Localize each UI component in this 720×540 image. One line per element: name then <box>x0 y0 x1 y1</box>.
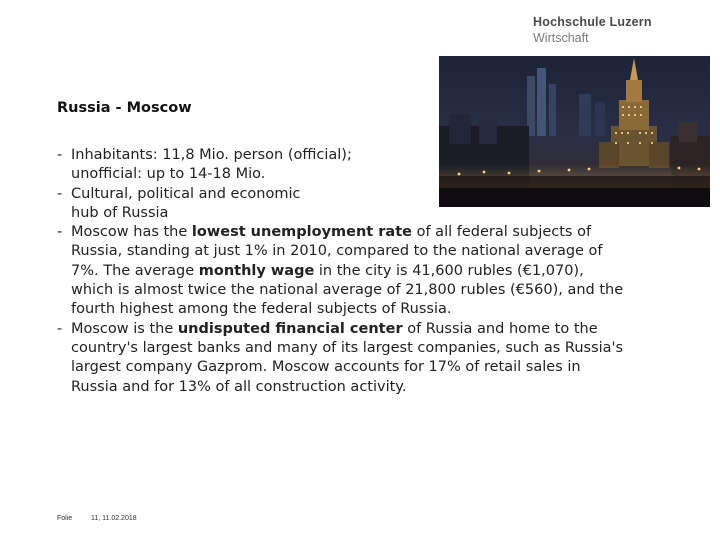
bullet-hub <box>57 185 697 224</box>
bullet-line: Russia, standing at just 1% in 2010, compared to the national average of <box>71 243 603 260</box>
bullet-financial-center <box>57 320 697 397</box>
bullet-dash: - <box>57 224 63 241</box>
bullet-line: fourth highest among the federal subjects of Russia. <box>71 301 452 318</box>
bold-phrase: lowest unemployment rate <box>191 224 412 241</box>
bold-phrase: monthly wage <box>198 262 315 279</box>
text-span: in the city is 41,600 rubles (€1,070), <box>314 262 584 279</box>
footer-page-date: 11, 11.02.2018 <box>91 515 137 522</box>
logo-line-1: Hochschule Luzern <box>533 15 652 29</box>
bullet-line <box>71 262 697 281</box>
bullet-line: Russia and for 13% of all construction activity. <box>71 378 407 395</box>
bullet-line: unofficial: up to 14-18 Mio. <box>71 166 266 183</box>
bold-phrase: undisputed financial center <box>177 320 403 337</box>
text-span: of all federal subjects of <box>411 224 592 241</box>
bullet-line: hub of Russia <box>71 204 169 221</box>
bullet-line: country's largest banks and many of its largest companies, such as Russia's <box>71 339 624 356</box>
logo-line-2: Wirtschaft <box>533 30 589 45</box>
bullet-line: Inhabitants: 11,8 Mio. person (official); <box>71 147 352 163</box>
bullet-line <box>71 223 697 242</box>
slide-title: Russia - Moscow <box>57 100 192 116</box>
text-span: of Russia and home to the <box>402 320 598 337</box>
bullet-dash: - <box>57 147 63 163</box>
text-span: 7%. The average <box>71 262 199 279</box>
text-span: Moscow is the <box>71 320 178 337</box>
bullet-line <box>71 320 697 339</box>
text-span: Moscow has the <box>71 224 192 241</box>
bullet-list <box>57 146 697 397</box>
university-logo <box>533 16 652 44</box>
bullet-unemployment <box>57 223 697 319</box>
bullet-dash: - <box>57 320 63 337</box>
bullet-line: largest company Gazprom. Moscow accounts for 17% of retail sales in <box>71 359 581 376</box>
bullet-dash: - <box>57 185 63 202</box>
bullet-line: which is almost twice the national average of 21,800 rubles (€560), and the <box>71 282 624 299</box>
bullet-inhabitants <box>57 146 697 185</box>
footer-label: Folie <box>57 515 73 522</box>
bullet-line: Cultural, political and economic <box>71 185 301 202</box>
